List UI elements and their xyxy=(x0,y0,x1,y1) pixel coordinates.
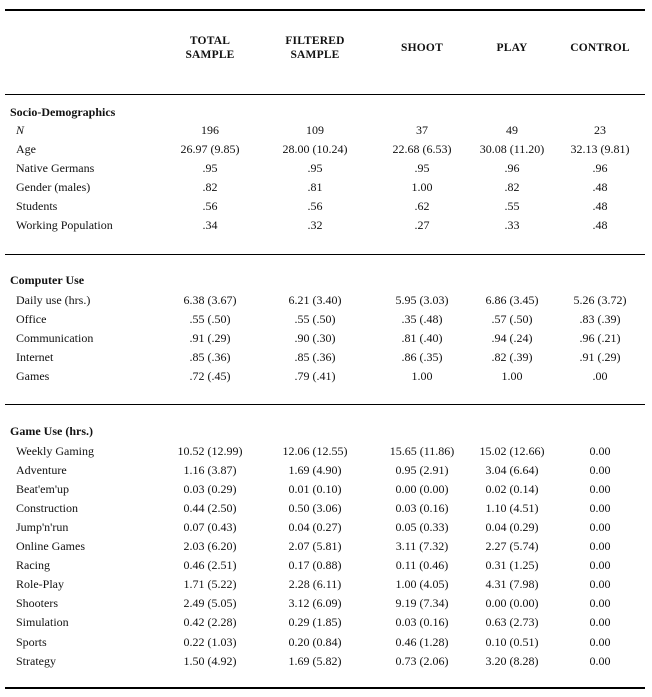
table-cell: 0.63 (2.73) xyxy=(485,615,539,629)
table-cell: 37 xyxy=(416,123,428,137)
table-cell: 0.00 xyxy=(589,520,611,534)
table-cell: 0.00 xyxy=(589,577,611,591)
table-cell: .55 (.50) xyxy=(189,312,231,326)
row-label: Students xyxy=(16,199,58,213)
table-cell: .34 xyxy=(202,218,218,232)
table-cell: .86 (.35) xyxy=(401,350,443,364)
table-cell: 0.00 xyxy=(589,615,611,629)
table-row xyxy=(0,442,652,461)
table-cell: 1.71 (5.22) xyxy=(183,577,237,591)
table-cell: 0.04 (0.29) xyxy=(485,520,539,534)
table-row xyxy=(0,461,652,480)
row-label: Native Germans xyxy=(16,161,95,175)
table-cell: 0.22 (1.03) xyxy=(183,635,237,649)
table-row xyxy=(0,291,652,310)
header-rule xyxy=(5,94,645,95)
table-cell: .48 xyxy=(592,218,608,232)
table-cell: 1.16 (3.87) xyxy=(183,463,237,477)
table-cell: 22.68 (6.53) xyxy=(392,142,452,156)
row-label: Communication xyxy=(16,331,94,345)
table-cell: .48 xyxy=(592,180,608,194)
row-label: Simulation xyxy=(16,615,69,629)
section-title: Socio-Demographics xyxy=(10,105,116,119)
table-cell: .57 (.50) xyxy=(491,312,533,326)
table-cell: 0.00 xyxy=(589,501,611,515)
table-cell: 2.03 (6.20) xyxy=(183,539,237,553)
table-row xyxy=(0,518,652,537)
column-header-filtered-sample xyxy=(260,33,370,63)
table-row xyxy=(0,594,652,613)
row-label: Jump'n'run xyxy=(16,520,69,534)
table-cell: 1.00 xyxy=(411,369,433,383)
table-cell: 6.38 (3.67) xyxy=(183,293,237,307)
table-cell: .48 xyxy=(592,199,608,213)
table-cell: .82 xyxy=(504,180,520,194)
table-cell: 32.13 (9.81) xyxy=(570,142,630,156)
table-cell: 109 xyxy=(306,123,324,137)
row-label: N xyxy=(16,123,25,137)
row-label: Working Population xyxy=(16,218,113,232)
row-label: Role-Play xyxy=(16,577,64,591)
table-cell: 0.00 xyxy=(589,482,611,496)
row-label: Weekly Gaming xyxy=(16,444,95,458)
table-row xyxy=(0,575,652,594)
table-cell: 0.20 (0.84) xyxy=(288,635,342,649)
table-cell: .83 (.39) xyxy=(579,312,621,326)
table-row xyxy=(0,159,652,178)
table-cell: .96 xyxy=(592,161,608,175)
table-row xyxy=(0,310,652,329)
table-row xyxy=(0,216,652,235)
table-cell: 1.69 (5.82) xyxy=(288,654,342,668)
table-cell: 0.17 (0.88) xyxy=(288,558,342,572)
column-header-label: SHOOT xyxy=(401,42,443,54)
table-row xyxy=(0,178,652,197)
table-cell: 0.29 (1.85) xyxy=(288,615,342,629)
table-cell: 28.00 (10.24) xyxy=(282,142,348,156)
table-cell: 0.00 xyxy=(589,539,611,553)
row-label: Beat'em'up xyxy=(16,482,69,496)
table-cell: 0.50 (3.06) xyxy=(288,501,342,515)
table-cell: .55 (.50) xyxy=(294,312,336,326)
table-cell: 15.02 (12.66) xyxy=(479,444,545,458)
row-label: Shooters xyxy=(16,596,58,610)
table-cell: 0.11 (0.46) xyxy=(395,558,449,572)
table-row xyxy=(0,121,652,140)
table-cell: .90 (.30) xyxy=(294,331,336,345)
table-cell: 15.65 (11.86) xyxy=(389,444,455,458)
table-cell: 0.31 (1.25) xyxy=(485,558,539,572)
table-cell: 2.27 (5.74) xyxy=(485,539,539,553)
table-cell: .62 xyxy=(414,199,430,213)
table-cell: 5.95 (3.03) xyxy=(395,293,449,307)
table-cell: 0.00 xyxy=(589,444,611,458)
table-cell: .72 (.45) xyxy=(189,369,231,383)
column-header-label: TOTAL SAMPLE xyxy=(185,35,235,61)
table-cell: 0.04 (0.27) xyxy=(288,520,342,534)
table-cell: 0.00 xyxy=(589,558,611,572)
table-cell: .91 (.29) xyxy=(579,350,621,364)
table-cell: 0.46 (2.51) xyxy=(183,558,237,572)
table-cell: .91 (.29) xyxy=(189,331,231,345)
table-cell: 0.00 xyxy=(589,463,611,477)
table-cell: 3.04 (6.64) xyxy=(485,463,539,477)
table-cell: 1.00 (4.05) xyxy=(395,577,449,591)
section-divider-rule xyxy=(5,254,645,255)
table-cell: 26.97 (9.85) xyxy=(180,142,240,156)
table-cell: 3.12 (6.09) xyxy=(288,596,342,610)
table-cell: .79 (.41) xyxy=(294,369,336,383)
table-cell: 1.69 (4.90) xyxy=(288,463,342,477)
table-cell: 0.00 xyxy=(589,635,611,649)
table-cell: 196 xyxy=(201,123,219,137)
table-cell: .95 xyxy=(307,161,323,175)
table-cell: .82 xyxy=(202,180,218,194)
table-cell: 0.44 (2.50) xyxy=(183,501,237,515)
table-cell: 0.02 (0.14) xyxy=(485,482,539,496)
table-cell: .85 (.36) xyxy=(189,350,231,364)
table-cell: 23 xyxy=(594,123,606,137)
row-label: Adventure xyxy=(16,463,67,477)
table-row xyxy=(0,348,652,367)
table-cell: 2.28 (6.11) xyxy=(288,577,342,591)
table-cell: .55 xyxy=(504,199,520,213)
row-label: Age xyxy=(16,142,36,156)
table-row xyxy=(0,499,652,518)
table-cell: 1.50 (4.92) xyxy=(183,654,237,668)
row-label: Games xyxy=(16,369,50,383)
table-row xyxy=(0,652,652,671)
column-header-control xyxy=(545,33,652,63)
table-cell: 6.21 (3.40) xyxy=(288,293,342,307)
table-row xyxy=(0,613,652,632)
table-row xyxy=(0,140,652,159)
column-header-label: PLAY xyxy=(496,42,528,54)
table-cell: 0.00 xyxy=(589,596,611,610)
table-cell: .81 xyxy=(307,180,323,194)
table-cell: 9.19 (7.34) xyxy=(395,596,449,610)
table-cell: .96 (.21) xyxy=(579,331,621,345)
row-label: Gender (males) xyxy=(16,180,91,194)
table-row xyxy=(0,537,652,556)
table-cell: .33 xyxy=(504,218,520,232)
table-cell: 0.46 (1.28) xyxy=(395,635,449,649)
section-title: Computer Use xyxy=(10,273,85,287)
table-cell: .81 (.40) xyxy=(401,331,443,345)
table-cell: .56 xyxy=(307,199,323,213)
bottom-rule xyxy=(5,687,645,689)
table-cell: .27 xyxy=(414,218,430,232)
table-cell: 6.86 (3.45) xyxy=(485,293,539,307)
table-row xyxy=(0,329,652,348)
table-cell: .94 (.24) xyxy=(491,331,533,345)
table-cell: 0.07 (0.43) xyxy=(183,520,237,534)
table-cell: .00 xyxy=(592,369,608,383)
row-label: Construction xyxy=(16,501,78,515)
top-rule xyxy=(5,9,645,11)
table-row xyxy=(0,633,652,652)
table-cell: 1.10 (4.51) xyxy=(485,501,539,515)
table-cell: .85 (.36) xyxy=(294,350,336,364)
table-cell: 0.05 (0.33) xyxy=(395,520,449,534)
row-label: Strategy xyxy=(16,654,56,668)
table-cell: 5.26 (3.72) xyxy=(573,293,627,307)
table-cell: .56 xyxy=(202,199,218,213)
table-cell: 1.00 xyxy=(411,180,433,194)
table-row xyxy=(0,556,652,575)
table-cell: 10.52 (12.99) xyxy=(177,444,243,458)
table-cell: 4.31 (7.98) xyxy=(485,577,539,591)
table-cell: 0.01 (0.10) xyxy=(288,482,342,496)
row-label: Internet xyxy=(16,350,54,364)
table-cell: .35 (.48) xyxy=(401,312,443,326)
table-cell: 0.03 (0.29) xyxy=(183,482,237,496)
table-row xyxy=(0,197,652,216)
column-header-label: CONTROL xyxy=(570,42,630,54)
table-cell: .95 xyxy=(414,161,430,175)
table-cell: 0.03 (0.16) xyxy=(395,501,449,515)
table-cell: .95 xyxy=(202,161,218,175)
column-header-total-sample xyxy=(155,33,265,63)
table-row xyxy=(0,367,652,386)
table-row xyxy=(0,480,652,499)
table-cell: 0.42 (2.28) xyxy=(183,615,237,629)
table-cell: 3.20 (8.28) xyxy=(485,654,539,668)
row-label: Sports xyxy=(16,635,47,649)
row-label: Racing xyxy=(16,558,50,572)
table-cell: 0.00 xyxy=(589,654,611,668)
table-cell: 0.03 (0.16) xyxy=(395,615,449,629)
table-cell: 0.73 (2.06) xyxy=(395,654,449,668)
table-cell: 3.11 (7.32) xyxy=(395,539,449,553)
table-cell: 0.00 (0.00) xyxy=(485,596,539,610)
row-label: Online Games xyxy=(16,539,85,553)
column-header-label: FILTERED SAMPLE xyxy=(285,35,345,61)
table-cell: 1.00 xyxy=(501,369,523,383)
table-cell: 0.10 (0.51) xyxy=(485,635,539,649)
row-label: Daily use (hrs.) xyxy=(16,293,91,307)
section-divider-rule xyxy=(5,404,645,405)
table-cell: 49 xyxy=(506,123,518,137)
table-cell: 2.07 (5.81) xyxy=(288,539,342,553)
section-title: Game Use (hrs.) xyxy=(10,424,93,438)
table-cell: .96 xyxy=(504,161,520,175)
table-cell: 2.49 (5.05) xyxy=(183,596,237,610)
table-cell: 30.08 (11.20) xyxy=(479,142,545,156)
table-cell: 0.00 (0.00) xyxy=(395,482,449,496)
table-cell: .82 (.39) xyxy=(491,350,533,364)
row-label: Office xyxy=(16,312,47,326)
table-cell: .32 xyxy=(307,218,323,232)
table-cell: 0.95 (2.91) xyxy=(395,463,449,477)
table-cell: 12.06 (12.55) xyxy=(282,444,348,458)
